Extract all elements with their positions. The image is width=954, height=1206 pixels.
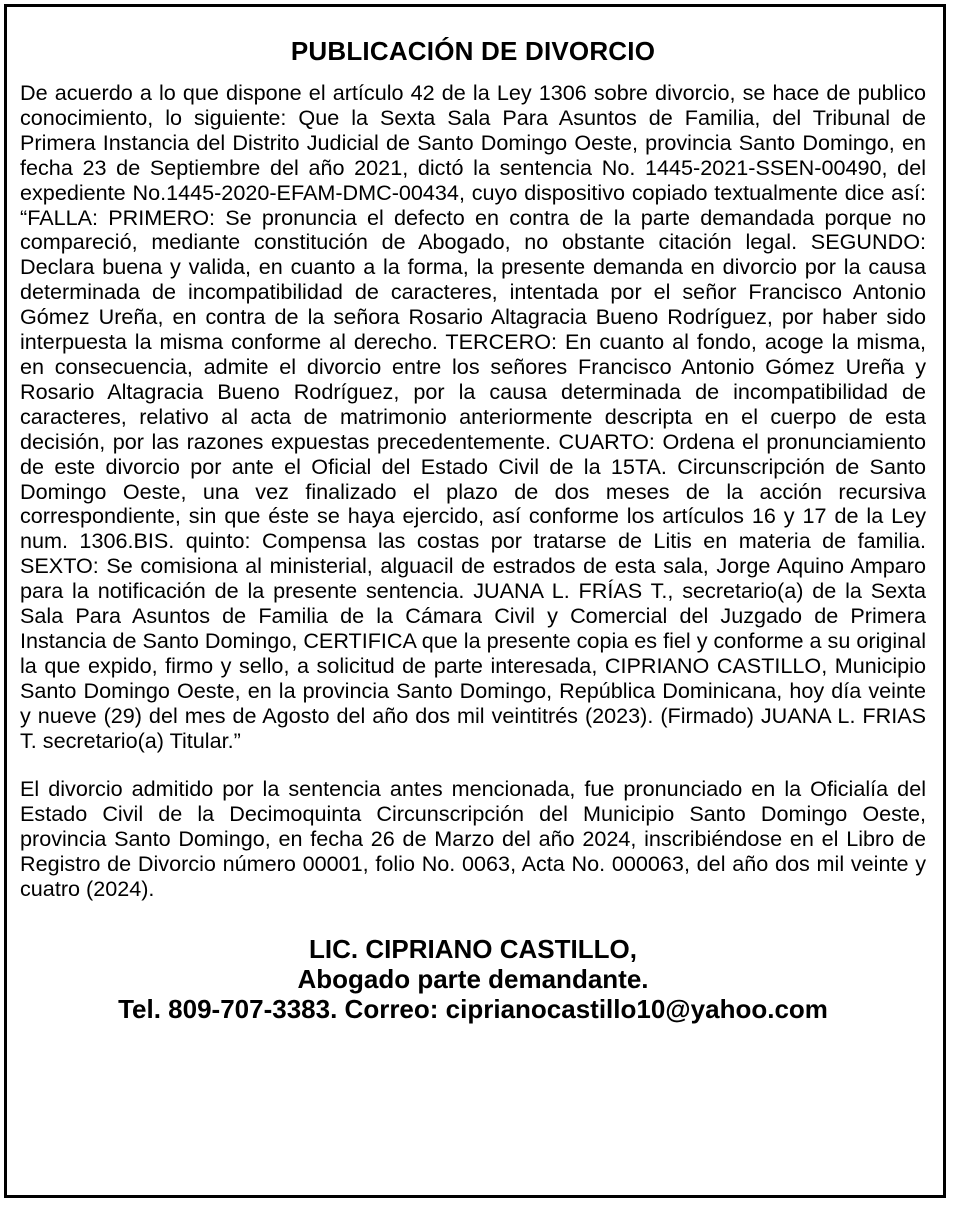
document-body xyxy=(20,36,926,1024)
paragraph-registration: El divorcio admitido por la sentencia antes mencionada, fue pronunciado en la Oficialía del Estado Civil de la Decimoquinta Circunscripción del Municipio Santo Domingo Oeste, provincia Santo Domingo, en fecha 26 de Marzo del año 2024, inscribiéndose en el Libro de Registro de Divorcio número 00001, folio No. 0063, Acta No. 000063, del año dos mil veinte y cuatro (2024). xyxy=(20,776,926,902)
document-title: PUBLICACIÓN DE DIVORCIO xyxy=(290,36,656,66)
signature-contact: Tel. 809-707-3383. Correo: ciprianocastillo10@yahoo.com xyxy=(118,994,828,1024)
signature-role: Abogado parte demandante. xyxy=(297,964,649,994)
signature-block xyxy=(20,934,926,1024)
signature-name: LIC. CIPRIANO CASTILLO, xyxy=(309,934,637,964)
paragraph-sentence: De acuerdo a lo que dispone el artículo 42 de la Ley 1306 sobre divorcio, se hace de publico conocimiento, lo siguiente: Que la Sexta Sala Para Asuntos de Familia, del Tribunal de Primera Instancia del Distrito Judicial de Santo Domingo Oeste, provincia Santo Domingo, en fecha 23 de Septiembre del año 2021, dictó la sentencia No. 1445-2021-SSEN-00490, del expediente No.1445-2020-EFAM-DMC-00434, cuyo dispositivo copiado textualmente dice así: “FALLA: PRIMERO: Se pronuncia el defecto en contra de la parte demandada porque no compareció, mediante constitución de Abogado, no obstante citación legal. SEGUNDO: Declara buena y valida, en cuanto a la forma, la presente demanda en divorcio por la causa determinada de incompatibilidad de caracteres, intentada por el señor Francisco Antonio Gómez Ureña, en contra de la señora Rosario Altagracia Bueno Rodríguez, por haber sido interpuesta la misma conforme al derecho. TERCERO: En cuanto al fondo, acoge la misma, en consecuencia, admite el divorcio entre los señores Francisco Antonio Gómez Ureña y Rosario Altagracia Bueno Rodríguez, por la causa determinada de incompatibilidad de caracteres, relativo al acta de matrimonio anteriormente descripta en el cuerpo de esta decisión, por las razones expuestas precedentemente. CUARTO: Ordena el pronunciamiento de este divorcio por ante el Oficial del Estado Civil de la 15TA. Circunscripción de Santo Domingo Oeste, una vez finalizado el plazo de dos meses de la acción recursiva correspondiente, sin que éste se haya ejercido, así conforme los artículos 16 y 17 de la Ley num. 1306.BIS. quinto: Compensa las costas por tratarse de Litis en materia de familia. SEXTO: Se comisiona al ministerial, alguacil de estrados de esta sala, Jorge Aquino Amparo para la notificación de la presente sentencia. JUANA L. FRÍAS T., secretario(a) de la Sexta Sala Para Asuntos de Familia de la Cámara Civil y Comercial del Juzgado de Primera Instancia de Santo Domingo, CERTIFICA que la presente copia es fiel y conforme a su original la que expido, firmo y sello, a solicitud de parte interesada, CIPRIANO CASTILLO, Municipio Santo Domingo Oeste, en la provincia Santo Domingo, República Dominicana, hoy día veinte y nueve (29) del mes de Agosto del año dos mil veintitrés (2023). (Firmado) JUANA L. FRIAS T. secretario(a) Titular.” xyxy=(20,80,926,753)
